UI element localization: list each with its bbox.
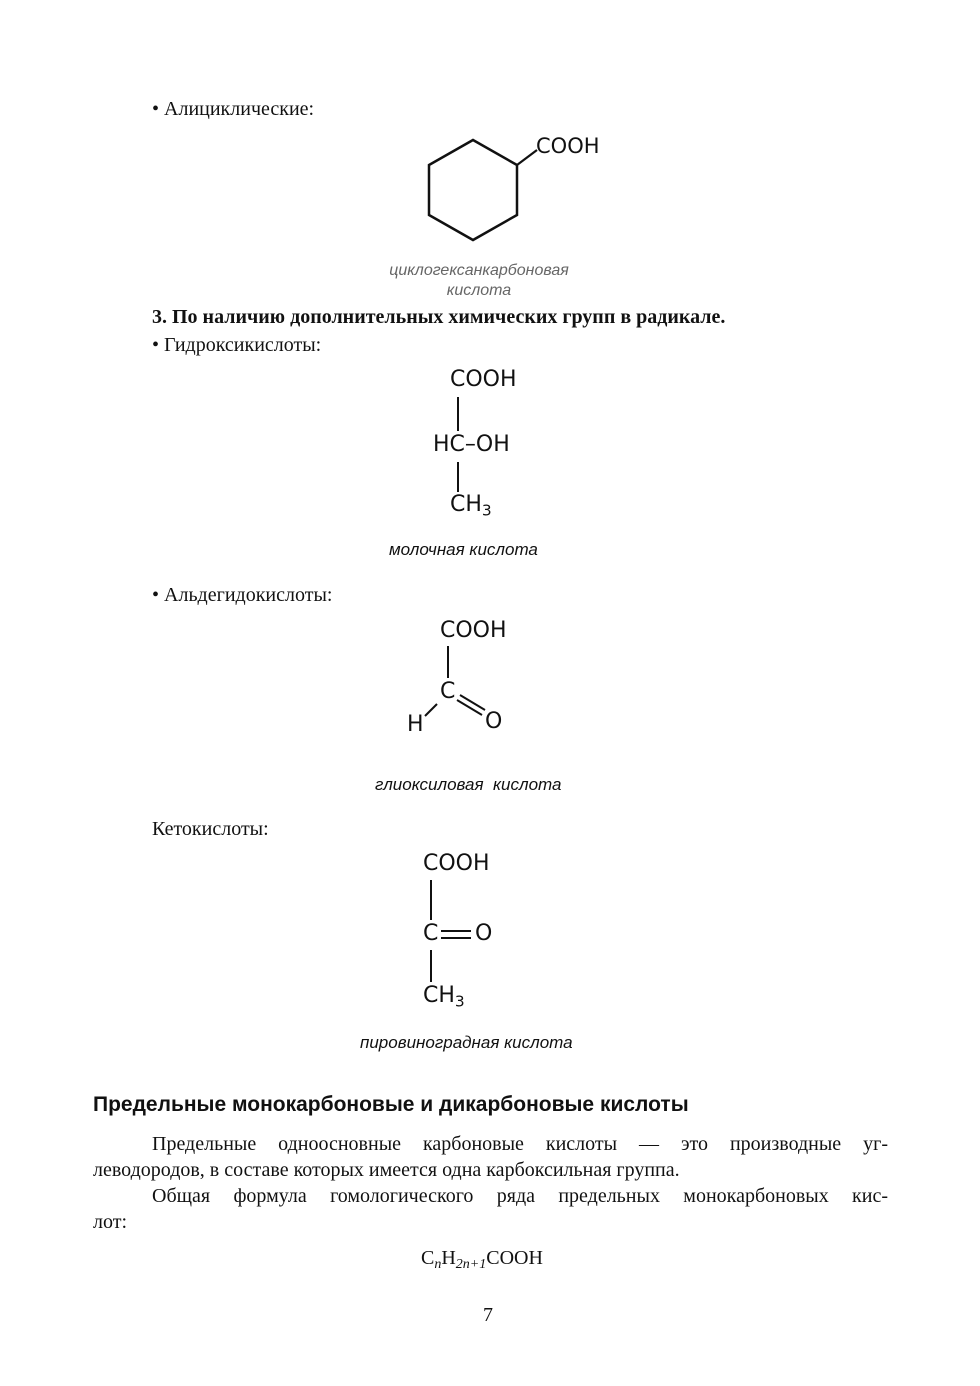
aldehyde-carbon: C: [440, 679, 456, 704]
para1-line2: леводородов, в составе которых имеется одна карбоксильная группа.: [93, 1159, 680, 1181]
page-number: 7: [483, 1304, 493, 1326]
carboxyl-bond: [517, 150, 537, 165]
alicyclic-caption: [370, 260, 588, 302]
keto-carbon: C: [423, 921, 439, 946]
hydroxy-caption: молочная кислота: [389, 540, 538, 559]
ch-main: CH: [423, 983, 455, 1008]
alicyclic-label: Алициклические:: [164, 98, 315, 120]
bond-line: [425, 704, 437, 716]
bullet: •: [152, 98, 160, 120]
cyclohexane-ring: [429, 140, 517, 240]
section3-title: 3. По наличию дополнительных химических групп в радикале.: [152, 306, 726, 328]
aldehyde-heading: [152, 583, 332, 607]
cyclohexane-diagram: [420, 128, 660, 268]
double-bond-line: [441, 937, 471, 939]
bond-line: [457, 397, 459, 431]
aldehyde-oxygen: O: [485, 709, 503, 734]
ch-subscript: 3: [454, 992, 465, 1011]
ch-subscript: 3: [481, 501, 492, 520]
hydroxy-middle: HC–OH: [433, 432, 510, 457]
bullet: •: [152, 584, 160, 606]
keto-top: COOH: [423, 851, 490, 876]
formula-h: H: [441, 1247, 456, 1269]
para2-line1: Общая формула гомологического ряда предельных монокарбоновых кис-: [152, 1185, 888, 1207]
aldehyde-caption: глиоксиловая кислота: [375, 775, 562, 794]
caption-line1: циклогексанкарбоновая: [389, 262, 569, 279]
aldehyde-label: Альдегидокислоты:: [164, 584, 333, 606]
bond-line: [457, 462, 459, 492]
aldehyde-top: COOH: [440, 618, 507, 643]
hydroxy-bottom: [450, 492, 492, 520]
para1-line1: Предельные одноосновные карбоновые кислоты — это производные уг-: [152, 1133, 888, 1155]
keto-oxygen: O: [475, 921, 493, 946]
hydroxy-label: Гидроксикислоты:: [164, 334, 322, 356]
keto-bottom: [423, 983, 465, 1011]
double-bond-line: [441, 930, 471, 932]
para2-line2: лот:: [93, 1211, 128, 1233]
formula-n: n: [434, 1257, 442, 1273]
hydroxy-top: COOH: [450, 367, 517, 392]
keto-caption: пировиноградная кислота: [360, 1033, 573, 1052]
double-bond-line: [460, 695, 485, 710]
bond-line: [430, 880, 432, 920]
ch-main: CH: [450, 492, 482, 517]
alicyclic-heading: [152, 97, 314, 121]
double-bond-line: [457, 700, 482, 715]
bond-line: [430, 950, 432, 982]
aldehyde-hydrogen: H: [407, 712, 424, 737]
formula-c: C: [421, 1247, 435, 1269]
hydroxy-heading: [152, 333, 321, 357]
aldehyde-bonds: [400, 640, 520, 760]
paragraph-2: [93, 1183, 888, 1235]
caption-line2: кислота: [446, 282, 512, 299]
bullet: •: [152, 334, 160, 356]
formula-h-subscript: 2n+1: [455, 1257, 487, 1273]
section-heading: Предельные монокарбоновые и дикарбоновые кислоты: [93, 1093, 689, 1116]
carboxyl-group: COOH: [536, 134, 600, 158]
keto-heading: Кетокислоты:: [152, 818, 269, 840]
formula-cooh: COOH: [486, 1247, 543, 1269]
general-formula: [421, 1246, 543, 1273]
paragraph-1: [93, 1131, 888, 1183]
